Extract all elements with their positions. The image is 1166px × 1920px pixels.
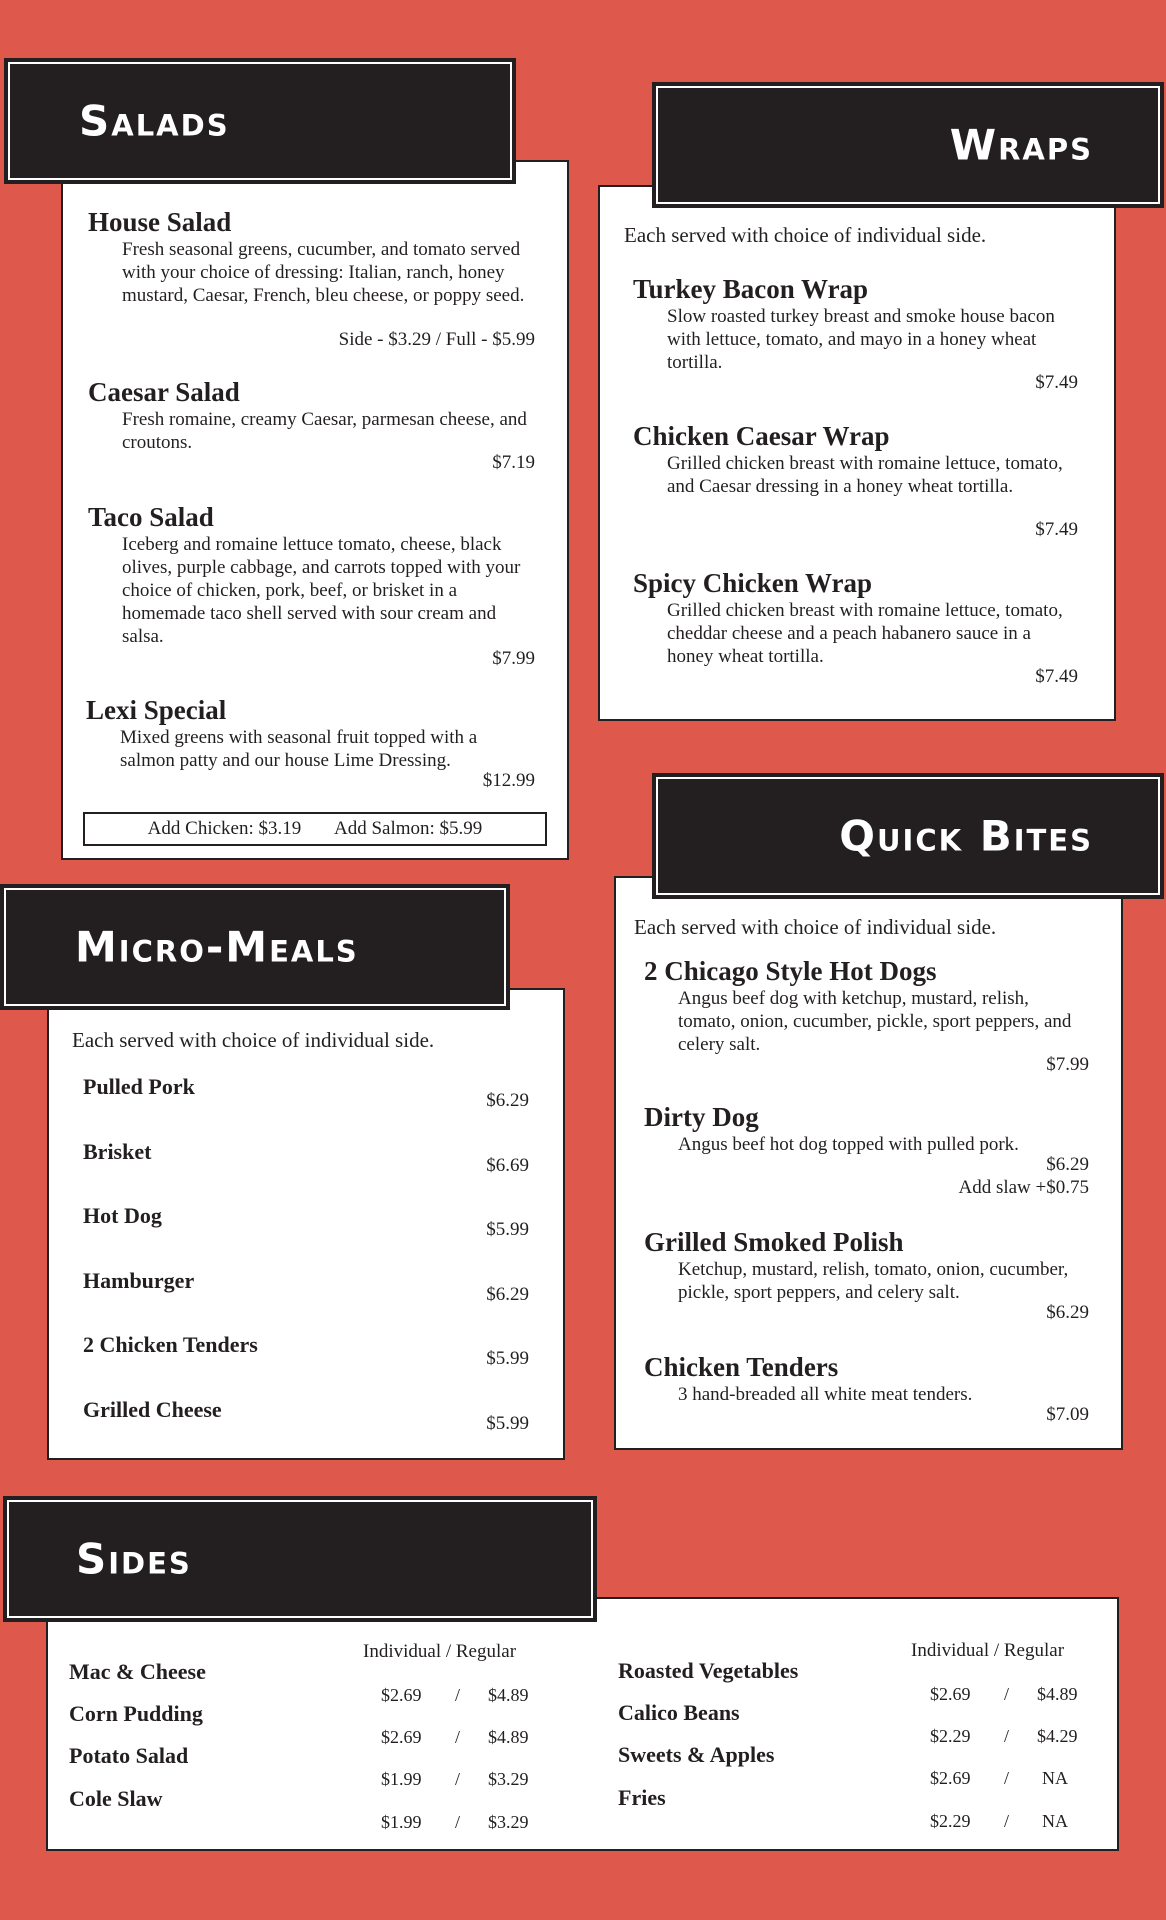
price-separator: / bbox=[1004, 1768, 1010, 1788]
section-title: Quick Bites bbox=[839, 811, 1093, 861]
item-description: Grilled chicken breast with romaine lettuce, tomato, and Caesar dressing in a honey wheat tortilla. bbox=[667, 453, 1063, 497]
regular-price: $4.89 bbox=[1037, 1684, 1078, 1704]
individual-price: $2.29 bbox=[930, 1811, 971, 1831]
item-price: $7.19 bbox=[492, 452, 535, 473]
item-description: Mixed greens with seasonal fruit topped with a salmon patty and our house Lime Dressing. bbox=[120, 727, 478, 771]
individual-price: $2.29 bbox=[930, 1726, 971, 1746]
item-price: $5.99 bbox=[486, 1413, 529, 1434]
sides-banner bbox=[3, 1496, 597, 1622]
item-name: Hot Dog bbox=[83, 1203, 162, 1228]
price-separator: / bbox=[455, 1812, 461, 1832]
item-name: Grilled Cheese bbox=[83, 1397, 222, 1422]
add-chicken-price: Add Chicken: $3.19 bbox=[147, 818, 302, 839]
item-name: Caesar Salad bbox=[88, 377, 240, 407]
item-name: 2 Chicago Style Hot Dogs bbox=[644, 956, 937, 986]
wraps-banner bbox=[652, 82, 1164, 208]
item-name: Dirty Dog bbox=[644, 1102, 759, 1132]
item-price: $6.29 bbox=[1046, 1302, 1089, 1323]
item-name: Chicken Caesar Wrap bbox=[633, 421, 890, 451]
price-separator: / bbox=[455, 1685, 461, 1705]
side-name: Corn Pudding bbox=[69, 1701, 203, 1726]
item-name: Chicken Tenders bbox=[644, 1352, 839, 1382]
individual-price: $1.99 bbox=[381, 1769, 422, 1789]
side-name: Sweets & Apples bbox=[618, 1742, 775, 1767]
section-intro: Each served with choice of individual side. bbox=[624, 223, 987, 247]
regular-price: $3.29 bbox=[488, 1812, 529, 1832]
item-price: $5.99 bbox=[486, 1348, 529, 1369]
item-price: $12.99 bbox=[482, 770, 535, 791]
side-name: Mac & Cheese bbox=[69, 1659, 206, 1684]
quick-bites-banner bbox=[652, 773, 1164, 899]
side-name: Cole Slaw bbox=[69, 1786, 163, 1811]
item-description: Fresh romaine, creamy Caesar, parmesan cheese, and croutons. bbox=[122, 409, 527, 453]
section-intro: Each served with choice of individual side. bbox=[634, 915, 997, 939]
quick-bites-panel bbox=[614, 876, 1123, 1450]
item-name: Spicy Chicken Wrap bbox=[633, 568, 873, 598]
salads-banner bbox=[4, 58, 516, 184]
item-description: Ketchup, mustard, relish, tomato, onion, cucumber, pickle, sport peppers, and celery salt. bbox=[678, 1259, 1069, 1303]
item-price: $7.09 bbox=[1046, 1404, 1089, 1425]
item-name: Lexi Special bbox=[86, 695, 227, 725]
item-price: $6.29 bbox=[486, 1090, 529, 1111]
item-price: $5.99 bbox=[486, 1219, 529, 1240]
item-price: $7.49 bbox=[1035, 519, 1078, 540]
regular-price: $3.29 bbox=[488, 1769, 529, 1789]
item-description: 3 hand-breaded all white meat tenders. bbox=[678, 1384, 973, 1405]
section-intro: Each served with choice of individual side. bbox=[72, 1028, 435, 1052]
side-name: Calico Beans bbox=[618, 1700, 740, 1725]
add-salmon-price: Add Salmon: $5.99 bbox=[334, 818, 483, 839]
micro-meals-panel bbox=[47, 988, 565, 1460]
section-title: Salads bbox=[79, 96, 230, 146]
item-price: $6.69 bbox=[486, 1155, 529, 1176]
individual-price: $2.69 bbox=[930, 1684, 971, 1704]
price-separator: / bbox=[1004, 1726, 1010, 1746]
item-description: Iceberg and romaine lettuce tomato, cheese, black olives, purple cabbage, and carrots topped with your choice of chicken, pork, beef, or brisket in a homemade taco shell served with sour cream and salsa. bbox=[122, 534, 521, 647]
sides-panel bbox=[46, 1597, 1119, 1851]
item-price: $7.49 bbox=[1035, 666, 1078, 687]
salads-panel bbox=[61, 160, 569, 860]
price-separator: / bbox=[455, 1727, 461, 1747]
item-name: Turkey Bacon Wrap bbox=[633, 274, 869, 304]
item-name: 2 Chicken Tenders bbox=[83, 1332, 258, 1357]
item-name: Grilled Smoked Polish bbox=[644, 1227, 904, 1257]
micro-meals-banner bbox=[0, 884, 510, 1010]
section-title: Wraps bbox=[949, 120, 1093, 170]
item-description: Angus beef dog with ketchup, mustard, relish, tomato, onion, cucumber, pickle, sport peppers, and celery salt. bbox=[678, 988, 1072, 1055]
side-name: Potato Salad bbox=[69, 1743, 189, 1768]
regular-price: NA bbox=[1042, 1811, 1068, 1831]
item-description: Slow roasted turkey breast and smoke house bacon with lettuce, tomato, and mayo in a honey wheat tortilla. bbox=[667, 306, 1055, 373]
section-title: Sides bbox=[76, 1534, 192, 1584]
item-price: $7.99 bbox=[1046, 1054, 1089, 1075]
item-name: Taco Salad bbox=[88, 502, 214, 532]
wraps-panel bbox=[598, 185, 1116, 721]
item-price: $6.29 bbox=[486, 1284, 529, 1305]
item-name: Brisket bbox=[83, 1139, 152, 1164]
regular-price: NA bbox=[1042, 1768, 1068, 1788]
individual-price: $2.69 bbox=[381, 1685, 422, 1705]
individual-price: $2.69 bbox=[381, 1727, 422, 1747]
price-column-header: Individual / Regular bbox=[911, 1640, 1065, 1661]
price-separator: / bbox=[1004, 1684, 1010, 1704]
item-price: Side - $3.29 / Full - $5.99 bbox=[338, 329, 535, 350]
regular-price: $4.29 bbox=[1037, 1726, 1078, 1746]
item-name: Hamburger bbox=[83, 1268, 195, 1293]
item-note: Add slaw +$0.75 bbox=[958, 1177, 1089, 1198]
price-separator: / bbox=[1004, 1811, 1010, 1831]
item-description: Fresh seasonal greens, cucumber, and tomato served with your choice of dressing: Italian, ranch, honey mustard, Caesar, French, bleu cheese, or poppy seed. bbox=[122, 239, 525, 306]
item-name: Pulled Pork bbox=[83, 1074, 195, 1099]
item-price: $7.49 bbox=[1035, 372, 1078, 393]
item-description: Angus beef hot dog topped with pulled pork. bbox=[678, 1134, 1019, 1155]
individual-price: $1.99 bbox=[381, 1812, 422, 1832]
price-separator: / bbox=[455, 1769, 461, 1789]
individual-price: $2.69 bbox=[930, 1768, 971, 1788]
price-column-header: Individual / Regular bbox=[363, 1641, 517, 1662]
regular-price: $4.89 bbox=[488, 1727, 529, 1747]
item-price: $6.29 bbox=[1046, 1154, 1089, 1175]
item-name: House Salad bbox=[88, 207, 232, 237]
side-name: Roasted Vegetables bbox=[618, 1658, 799, 1683]
regular-price: $4.89 bbox=[488, 1685, 529, 1705]
add-protein-box bbox=[83, 812, 547, 846]
section-title: Micro-Meals bbox=[75, 922, 359, 972]
item-price: $7.99 bbox=[492, 648, 535, 669]
side-name: Fries bbox=[618, 1785, 666, 1810]
item-description: Grilled chicken breast with romaine lettuce, tomato, cheddar cheese and a peach habanero sauce in a honey wheat tortilla. bbox=[667, 600, 1063, 667]
